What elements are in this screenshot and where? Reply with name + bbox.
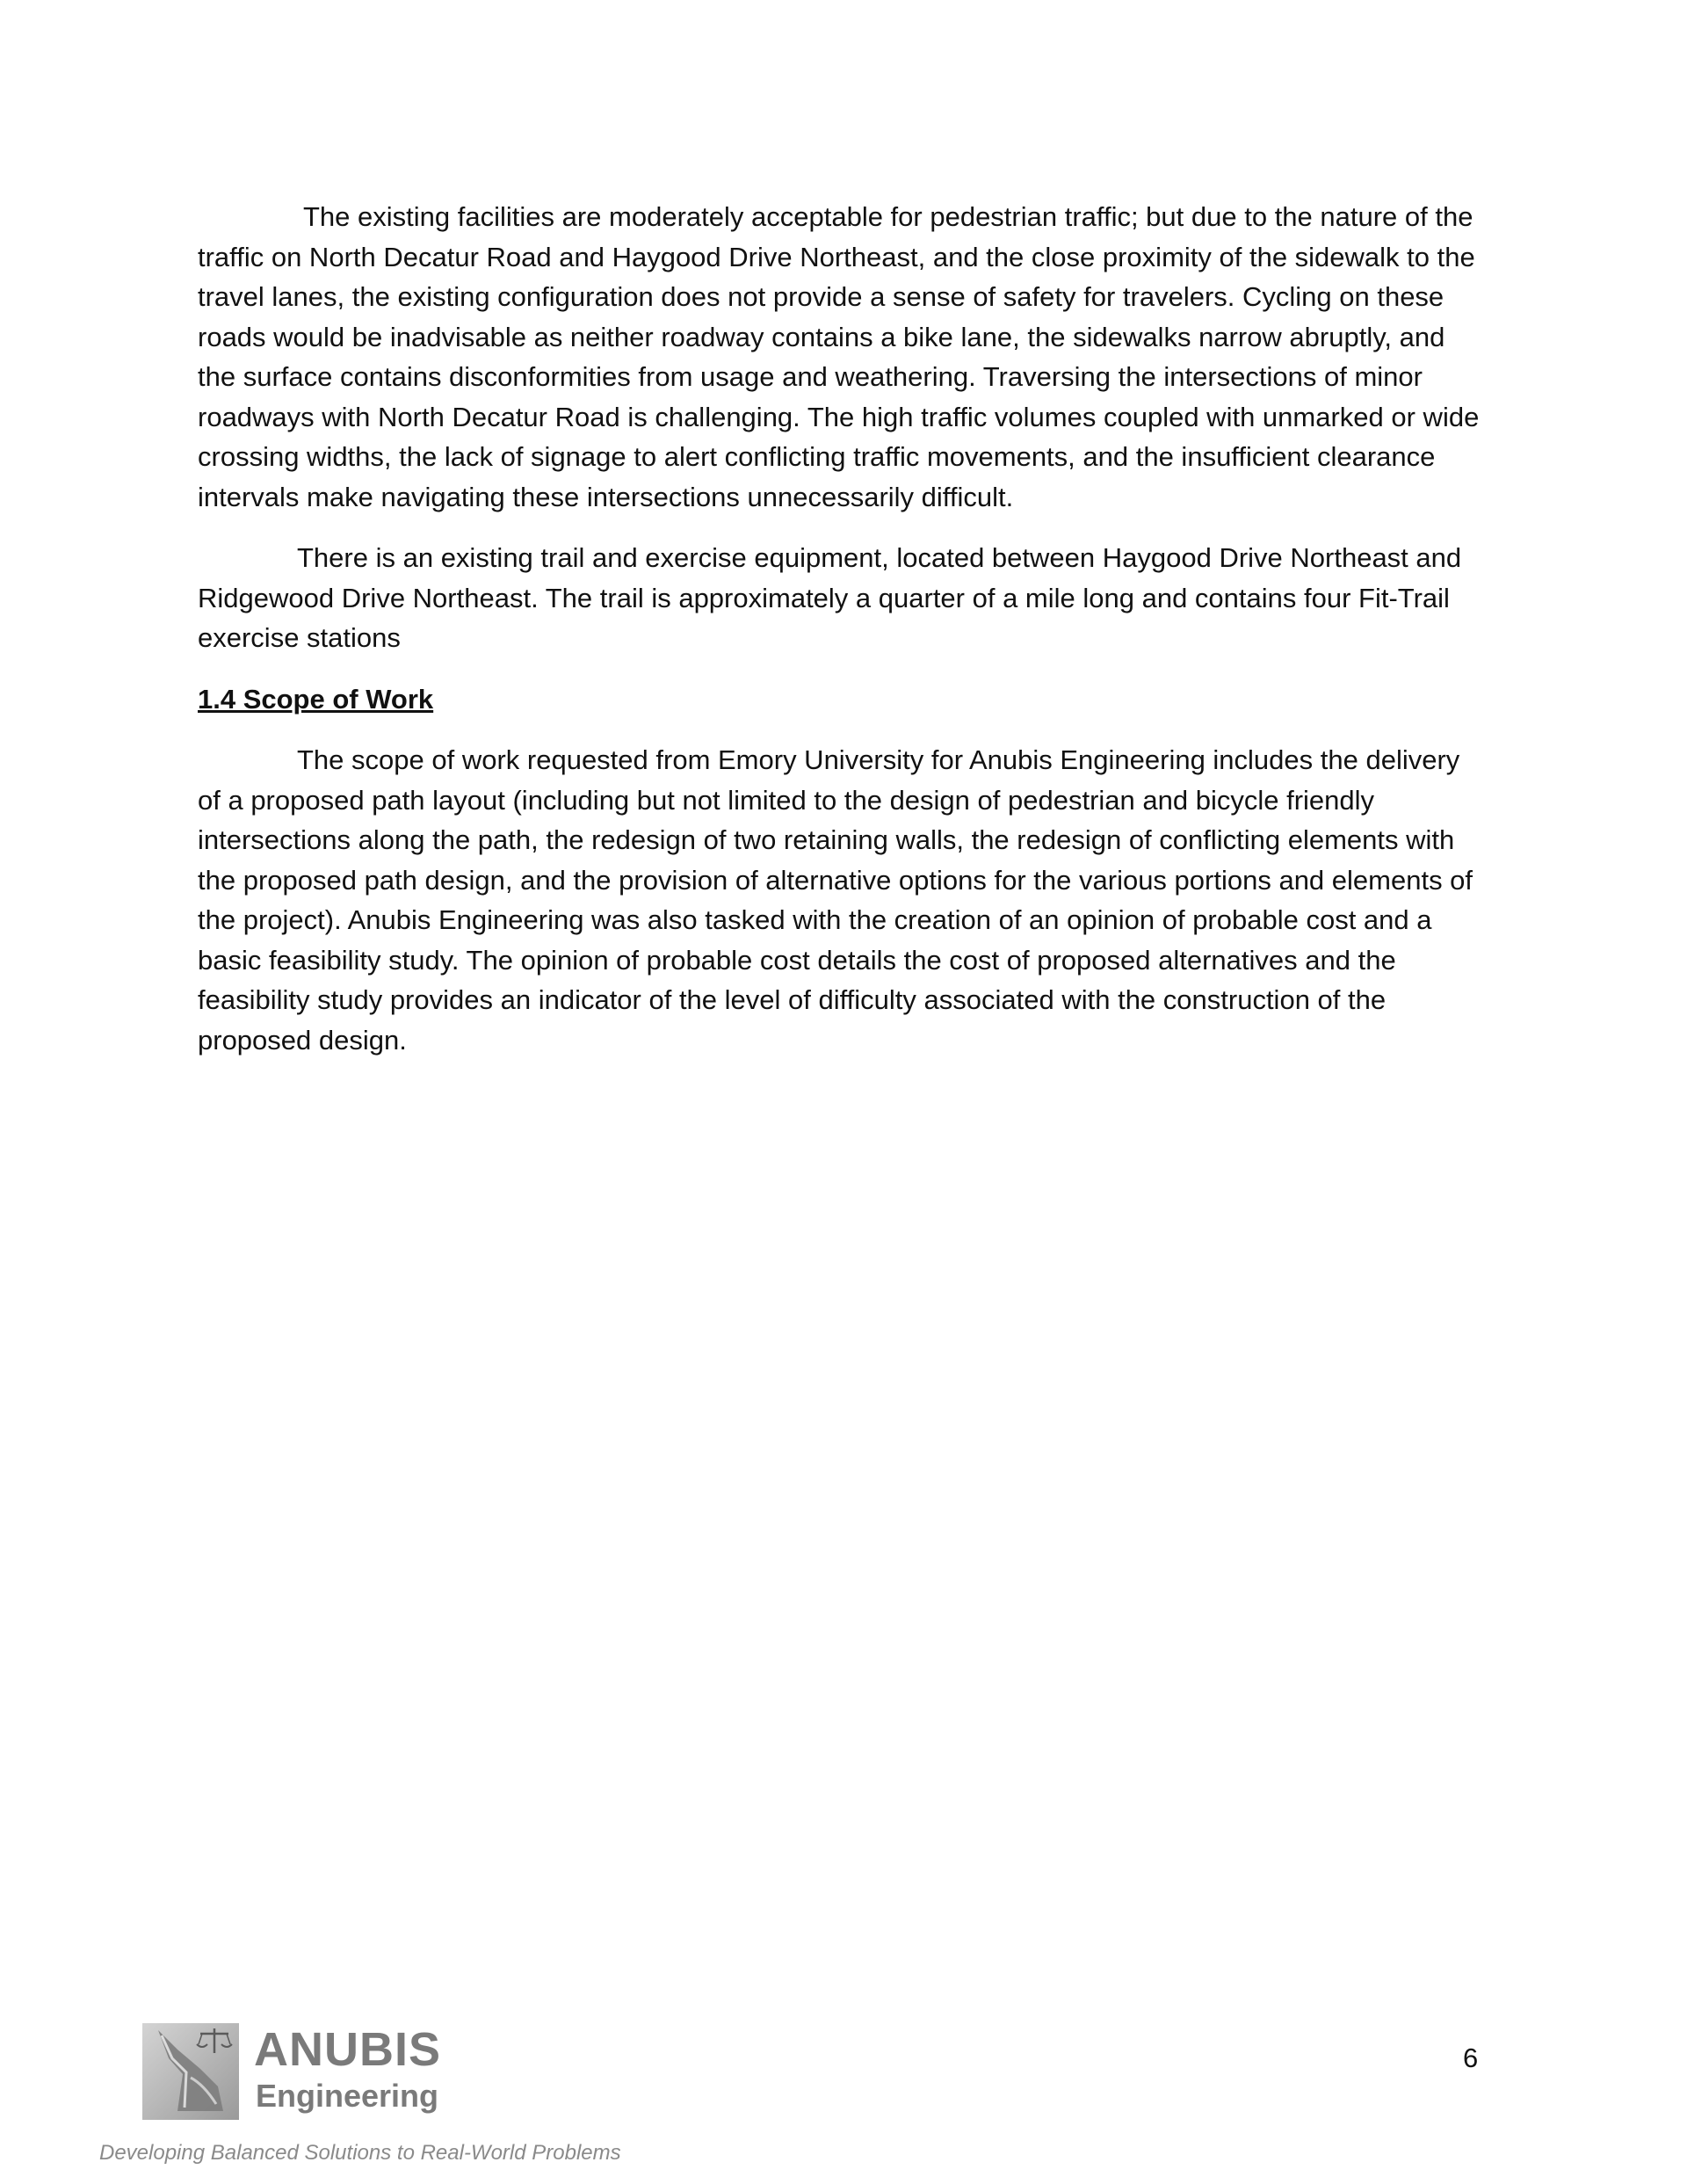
page-number: 6 xyxy=(1463,2043,1479,2073)
footer-tagline: Developing Balanced Solutions to Real-World Problems xyxy=(99,2141,621,2165)
section-heading: 1.4 Scope of Work xyxy=(198,683,434,715)
anubis-jackal-scales-icon xyxy=(142,2023,239,2120)
paragraph-existing-facilities: The existing facilities are moderately acceptable for pedestrian traffic; but due to the nature of the traffic on North Decatur Road and Haygood Drive Northeast, and the close proximity of the sidewalk to the travel lanes, the existing configuration does not provide a sense of safety for travelers. Cycling on these roads would be inadvisable as neither roadway contains a bike lane, the sidewalks narrow abruptly, and the surface contains disconformities from usage and weathering. Traversing the intersections of minor roadways with North Decatur Road is challenging. The high traffic volumes coupled with unmarked or wide crossing widths, the lack of signage to alert conflicting traffic movements, and the insufficient clearance intervals make navigating these intersections unnecessarily difficult. xyxy=(198,201,1480,512)
company-logo xyxy=(142,2023,442,2120)
logo-wordmark: ANUBIS xyxy=(254,2023,442,2076)
paragraph-existing-trail: There is an existing trail and exercise equipment, located between Haygood Drive Northeast and Ridgewood Drive Northeast. The trail is approximately a quarter of a mile long and contains four Fit-Trail exercise stations xyxy=(198,542,1462,653)
paragraph-scope-of-work: The scope of work requested from Emory University for Anubis Engineering includes the delivery of a proposed path layout (including but not limited to the design of pedestrian and bicycle friendly intersections along the path, the redesign of two retaining walls, the redesign of conflicting elements with the proposed path design, and the provision of alternative options for the various portions and elements of the project). Anubis Engineering was also tasked with the creation of an opinion of probable cost and a basic feasibility study. The opinion of probable cost details the cost of proposed alternatives and the feasibility study provides an indicator of the level of difficulty associated with the construction of the proposed design. xyxy=(198,744,1473,1056)
logo-subtitle: Engineering xyxy=(256,2078,439,2114)
page-body xyxy=(198,197,1489,1081)
